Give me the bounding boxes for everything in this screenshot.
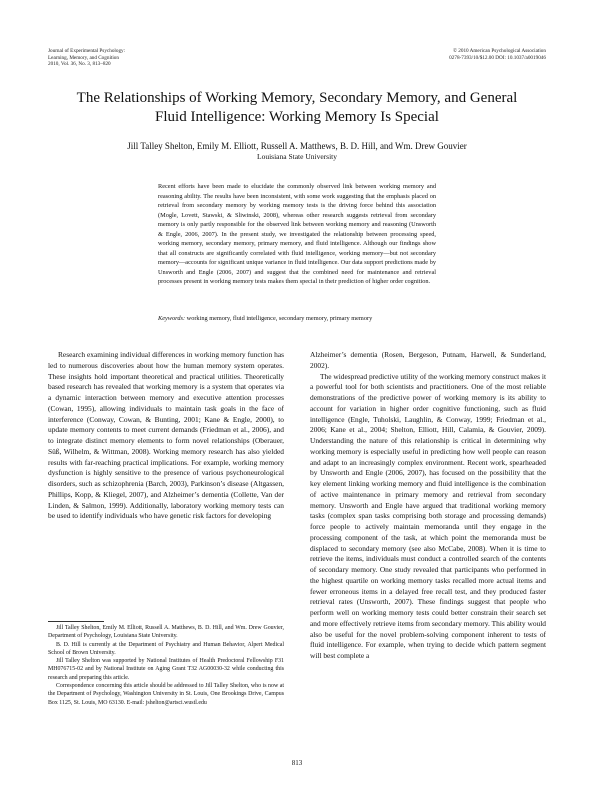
body-column-left — [48, 350, 284, 522]
journal-name: Journal of Experimental Psychology: — [48, 48, 126, 54]
body-paragraph: Alzheimer’s dementia (Rosen, Bergeson, Putnam, Harwell, & Sunderland, 2002). — [310, 350, 546, 370]
article-title-line1: The Relationships of Working Memory, Secondary Memory, and General — [76, 90, 518, 106]
affiliation: Louisiana State University — [257, 152, 337, 161]
footnote: Jill Talley Shelton was supported by National Institutes of Health Predoctoral Fellowship F31 MH076715-02 and by National Institute on Aging Grant T32 AG00030-32 while conducting this research and preparing this article. — [48, 658, 284, 681]
footnote-divider — [48, 621, 104, 622]
journal-name-line2: Learning, Memory, and Cognition — [48, 54, 119, 61]
author-list: Jill Talley Shelton, Emily M. Elliott, Russell A. Matthews, B. D. Hill, and Wm. Drew Gouvier — [127, 141, 467, 151]
keywords-label: Keywords: — [158, 315, 186, 322]
body-paragraph: The widespread predictive utility of the working memory construct makes it a powerful tool for both scientists and practitioners. One of the most reliable demonstrations of the predictive power of working memory is its ability to account for variation in higher order cognitive functioning, such as fluid intelligence (Engle, Tuholski, Laughlin, & Conway, 1999; Friedman et al., 2006; Kane et al., 2004; Shelton, Elliott, Hill, Calamia, & Gouvier, 2009). Understanding the nature of this relationship is critical in determining why working memory is especially useful in predicting how well people can reason and adapt to an increasingly complex environment. Recent work, spearheaded by Unsworth and Engle (2006, 2007), has focused on the possibility that the key element linking working memory and fluid intelligence is the combination of active maintenance in primary memory and retrieval from secondary memory. Unsworth and Engle have argued that traditional working memory tasks (complex span tasks comprising both storage and processing demands) force people to actively maintain memoranda until they engage in the processing component of the task, at which point the memoranda must be displaced to secondary memory (see also McCabe, 2008). When it is time to retrieve the items, individuals must conduct a controlled search of the contents of secondary memory. One study revealed that participants who performed in the highest quartile on working memory tasks recalled more actual items and fewer erroneous items in a delayed free recall test, and they produced faster retrieval rates (Unsworth, 2007). These findings suggest that people who perform well on working memory tests could better constrain their search set and more effectively retrieve items from secondary memory. This ability would also be useful for the novel problem-solving component inherent to tests of fluid intelligence. For example, when trying to decide which pattern segment will best complete a — [310, 371, 546, 660]
article-title — [48, 89, 546, 127]
journal-header — [48, 48, 125, 68]
journal-volume: 2010, Vol. 36, No. 3, 813–820 — [48, 61, 111, 67]
body-column-right — [310, 350, 546, 662]
issn-doi: 0278-7393/10/$12.00 DOI: 10.1037/a0019046 — [449, 54, 546, 61]
footnote: Jill Talley Shelton, Emily M. Elliott, Russell A. Matthews, B. D. Hill, and Wm. Drew Gouvier, Department of Psychology, Louisiana State University. — [48, 625, 284, 640]
footnote: B. D. Hill is currently at the Department of Psychiatry and Human Behavior, Alpert Medical School of Brown University. — [48, 641, 284, 656]
footnotes — [48, 624, 284, 707]
keywords-list: working memory, fluid intelligence, secondary memory, primary memory — [186, 315, 373, 322]
keywords — [158, 314, 436, 323]
article-title-line2: Fluid Intelligence: Working Memory Is Special — [155, 109, 439, 125]
page-number: 813 — [291, 759, 303, 767]
copyright-header — [449, 48, 546, 61]
body-paragraph: Research examining individual differences in working memory function has led to numerous discoveries about how the human memory system operates. These insights hold important theoretical and practical utilities. Theoretically based research has revealed that working memory is a system that operates via a dynamic interaction between memory and executive attention processes (Cowan, 1995), allowing individuals to maintain task goals in the face of interference (Conway, Cowan, & Bunting, 2001; Kane & Engle, 2000), to update memory contents to meet current demands (Friedman et al., 2006), and to integrate distinct memory elements to form novel relationships (Oberauer, Süß, Wilhelm, & Wittman, 2008). Working memory research has also yielded results with far-reaching practical implications. For example, working memory dysfunction is highly sensitive to the presence of various psychoneurological disorders, such as schizophrenia (Barch, 2003), Parkinson’s disease (Altgassen, Phillips, Kopp, & Kliegel, 2007), and Alzheimer’s dementia (Collette, Van der Linden, & Salmon, 1999). Additionally, laboratory working memory tests can be used to identify individuals who have genetic risk factors for developing — [48, 350, 284, 521]
copyright-notice: © 2010 American Psychological Association — [453, 48, 546, 54]
abstract: Recent efforts have been made to elucidate the commonly observed link between working memory and reasoning ability. The results have been inconsistent, with some work suggesting that the emphasis placed on retrieval from secondary memory by working memory tests is the driving force behind this association (Mogle, Lovett, Stawski, & Sliwinski, 2008), whereas other research suggests retrieval from secondary memory is only partly responsible for the observed link between working memory and reasoning (Unsworth & Engle, 2006, 2007). In the present study, we investigated the relationship between processing speed, working memory, secondary memory, primary memory, and fluid intelligence. Although our findings show that all constructs are significantly correlated with fluid intelligence, working memory—but not secondary memory—accounts for significant unique variance in fluid intelligence. Our data support predictions made by Unsworth and Engle (2006, 2007) and suggest that the combined need for maintenance and retrieval processes present in working memory tests makes them special in their prediction of higher order cognition. — [158, 183, 436, 285]
footnote: Correspondence concerning this article should be addressed to Jill Talley Shelton, who is now at the Department of Psychology, Washington University in St. Louis, One Brookings Drive, Campus Box 1125, St. Louis, MO 63130. E-mail: jshelton@artsci.wustl.edu — [48, 683, 284, 706]
